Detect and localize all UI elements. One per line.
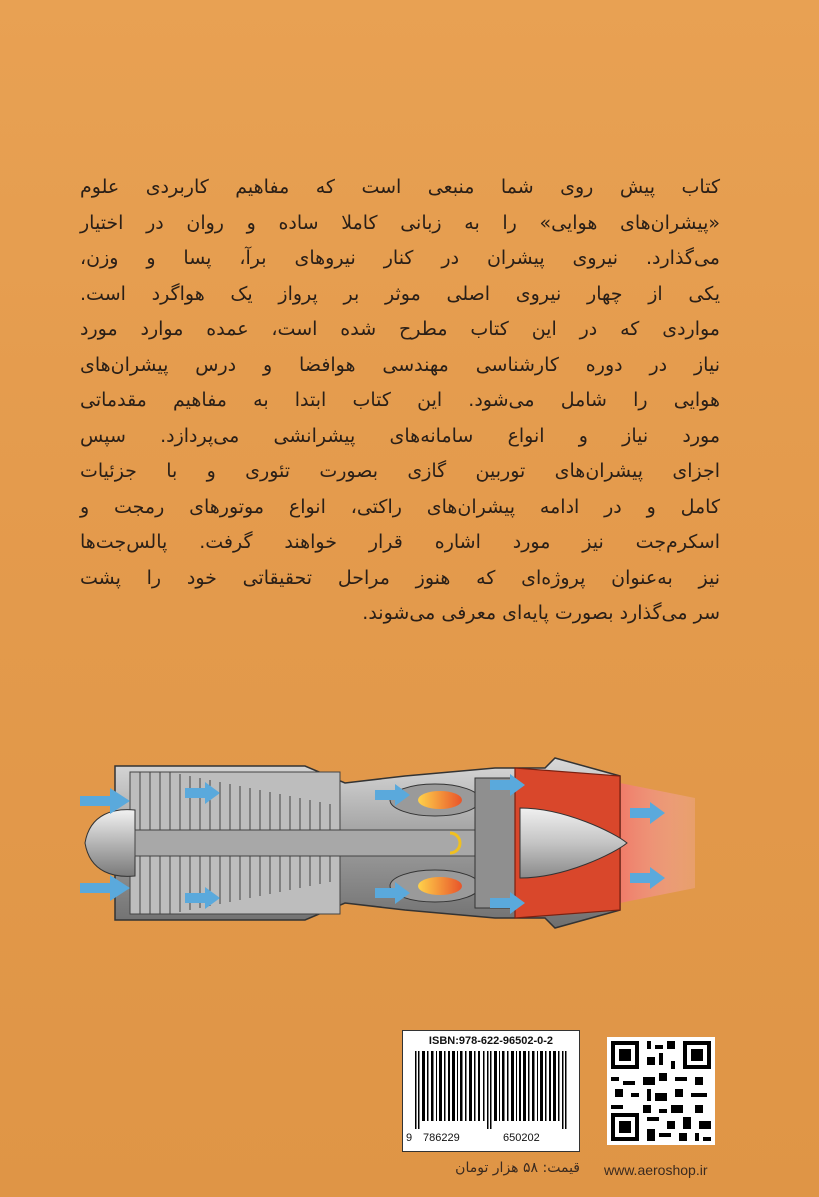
book-price: قیمت: ۵۸ هزار تومان bbox=[455, 1160, 580, 1176]
description-line: هوایی را شامل می‌شود. این کتاب ابتدا به مفاهیم مقدماتی bbox=[80, 389, 720, 411]
description-line: کتاب پیش روی شما منبعی است که مفاهیم کاربردی علوم bbox=[80, 176, 720, 198]
jet-engine-illustration bbox=[75, 738, 695, 948]
description-line: می‌گذارد. نیروی پیشران در کنار نیروهای برآ، پسا و وزن، bbox=[80, 247, 720, 269]
description-line: نیز به‌عنوان پروژه‌ای که هنوز مراحل تحقیقاتی خود را پشت bbox=[80, 566, 720, 589]
barcode-digits-group1: 786229 bbox=[423, 1132, 460, 1144]
description-line: مورد نیاز و انواع سامانه‌های پیشرانشی می‌پردازد. سپس bbox=[80, 424, 720, 447]
barcode-bars bbox=[411, 1051, 571, 1129]
publisher-website: www.aeroshop.ir bbox=[604, 1162, 708, 1178]
description-line: یکی از چهار نیروی اصلی موثر بر پرواز یک هواگرد است. bbox=[80, 282, 720, 305]
qr-code bbox=[607, 1037, 715, 1145]
barcode-digit-first: 9 bbox=[406, 1132, 413, 1144]
description-line: نیاز در دوره کارشناسی مهندسی هوافضا و درس پیشران‌های bbox=[80, 353, 720, 376]
description-line: کامل و در ادامه پیشران‌های راکتی، انواع موتورهای رمجت و bbox=[80, 495, 720, 518]
isbn-label: ISBN:978-622-96502-0-2 bbox=[428, 1035, 554, 1047]
description-line: اجزای پیشران‌های توربین گازی بصورت تئوری و با جزئیات bbox=[80, 460, 720, 482]
description-line: «پیشران‌های هوایی» را به زبانی کاملا ساده و روان در اختیار bbox=[80, 211, 720, 234]
description-line: سر می‌گذارد بصورت پایه‌ای معرفی می‌شوند. bbox=[362, 602, 720, 624]
description-line: اسکرم‌جت نیز مورد اشاره قرار خواهند گرفت. پالس‌جت‌ها bbox=[80, 531, 720, 553]
book-description bbox=[80, 170, 720, 632]
barcode-digits-group2: 650202 bbox=[503, 1132, 540, 1144]
description-line: مواردی که در این کتاب مطرح شده است، عمده موارد مورد bbox=[80, 318, 720, 340]
isbn-barcode bbox=[402, 1030, 580, 1152]
